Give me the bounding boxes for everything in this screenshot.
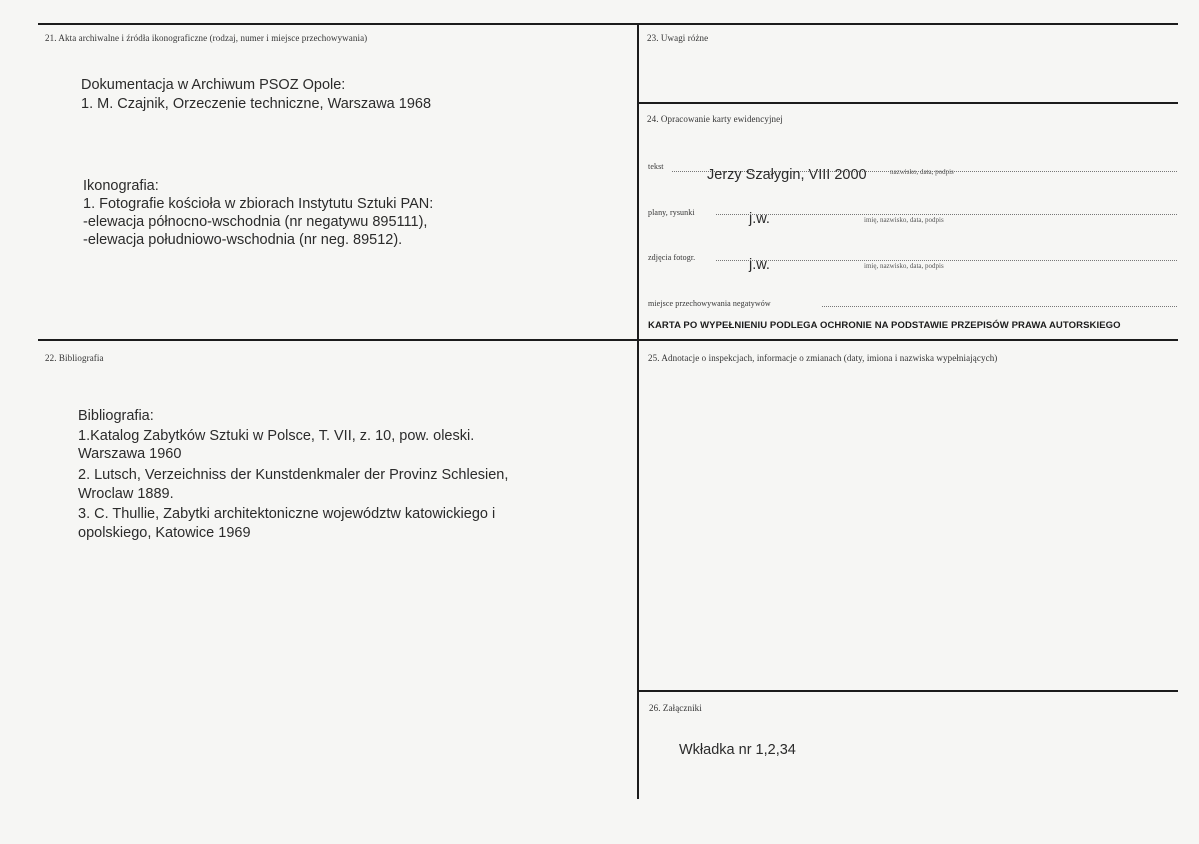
copyright-notice: KARTA PO WYPEŁNIENIU PODLEGA OCHRONIE NA PODSTAWIE PRZEPISÓW PRAWA AUTORSKIEGO (648, 320, 1121, 331)
section-24-label: 24. Opracowanie karty ewidencyjnej (647, 114, 783, 124)
field-zdjecia-line (716, 260, 1177, 261)
section-22-line-7: opolskiego, Katowice 1969 (78, 525, 251, 541)
divider-23-24 (637, 102, 1178, 104)
column-divider (637, 23, 639, 799)
field-plany-value: j.w. (749, 211, 770, 227)
field-tekst-value: Jerzy Szałygin, VIII 2000 (707, 167, 867, 183)
field-negatywy-line (822, 306, 1177, 307)
section-26-label: 26. Załączniki (649, 703, 702, 713)
field-zdjecia-label: zdjęcia fotogr. (648, 253, 696, 262)
field-zdjecia-value: j.w. (749, 257, 770, 273)
section-21-line-5: -elewacja północno-wschodnia (nr negatywu 895111), (83, 214, 428, 230)
section-26-value: Wkładka nr 1,2,34 (679, 742, 796, 758)
field-negatywy-label: miejsce przechowywania negatywów (648, 299, 771, 308)
section-23-label: 23. Uwagi różne (647, 33, 709, 43)
section-21-line-1: Dokumentacja w Archiwum PSOZ Opole: (81, 77, 346, 93)
section-22-line-2: 1.Katalog Zabytków Sztuki w Polsce, T. VII, z. 10, pow. oleski. (78, 428, 475, 444)
divider-row (38, 339, 1178, 341)
section-21-line-6: -elewacja południowo-wschodnia (nr neg. 89512). (83, 232, 403, 248)
field-zdjecia-hint: imię, nazwisko, data, podpis (864, 262, 944, 270)
section-25-label: 25. Adnotacje o inspekcjach, informacje o zmianach (daty, imiona i nazwiska wypełniających) (648, 353, 998, 363)
section-22-line-3: Warszawa 1960 (78, 446, 182, 462)
section-22-label: 22. Bibliografia (45, 353, 104, 363)
section-21-line-4: 1. Fotografie kościoła w zbiorach Instytutu Sztuki PAN: (83, 196, 434, 212)
section-22-line-1: Bibliografia: (78, 408, 154, 424)
field-plany-line (716, 214, 1177, 215)
section-22-line-4: 2. Lutsch, Verzeichniss der Kunstdenkmaler der Provinz Schlesien, (78, 467, 509, 483)
top-border (38, 23, 1178, 25)
section-21-line-2: 1. M. Czajnik, Orzeczenie techniczne, Warszawa 1968 (81, 96, 432, 112)
section-21-label: 21. Akta archiwalne i źródła ikonograficzne (rodzaj, numer i miejsce przechowywania) (45, 33, 368, 43)
section-22-line-6: 3. C. Thullie, Zabytki architektoniczne województw katowickiego i (78, 506, 496, 522)
section-21-line-3: Ikonografia: (83, 178, 159, 194)
field-plany-label: plany, rysunki (648, 208, 695, 217)
field-tekst-hint: nazwisko, data, podpis (890, 168, 954, 176)
field-tekst-label: tekst (648, 162, 664, 171)
field-plany-hint: imię, nazwisko, data, podpis (864, 216, 944, 224)
section-22-line-5: Wroclaw 1889. (78, 486, 174, 502)
divider-25-26 (637, 690, 1178, 692)
